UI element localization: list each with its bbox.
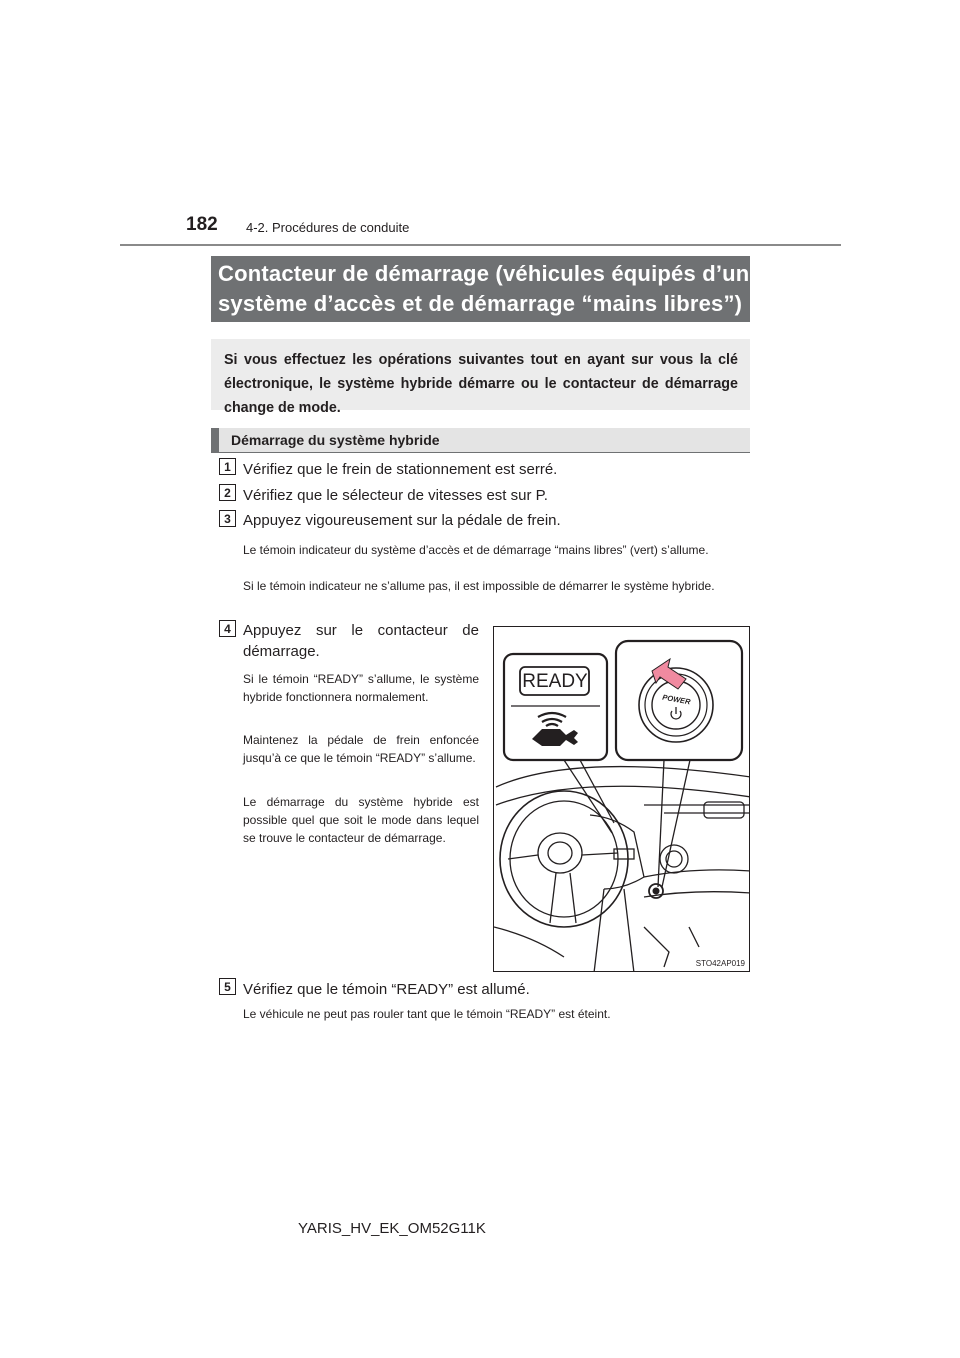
page-number: 182 <box>186 214 218 235</box>
step-4-note-2: Maintenez la pédale de frein enfoncée jusqu’à ce que le témoin “READY” s’allume. <box>243 733 479 765</box>
step-4-note-1: Si le témoin “READY” s’allume, le système hybride fonctionnera normalement. <box>243 672 479 704</box>
step-2-text: Vérifiez que le sélecteur de vitesses est sur P. <box>243 487 548 504</box>
subsection-heading: Démarrage du système hybride <box>211 428 750 453</box>
step-5-note: Le véhicule ne peut pas rouler tant que le témoin “READY” est éteint. <box>243 1007 611 1021</box>
step-3-note-2: Si le témoin indicateur ne s’allume pas, il est impossible de démarrer le système hybride. <box>243 579 715 593</box>
power-symbol-icon <box>671 707 681 719</box>
step-1-text: Vérifiez que le frein de stationnement est serré. <box>243 461 558 478</box>
step-3-note: Le témoin indicateur du système d’accès et de démarrage “mains libres” (vert) s’allume. <box>243 543 709 557</box>
step-number-2: 2 <box>219 484 236 501</box>
title-line-1: Contacteur de démarrage (véhicules équipés d’un <box>218 261 750 286</box>
ready-indicator-label: READY <box>522 671 588 692</box>
step-number-1: 1 <box>219 458 236 475</box>
power-button-label: POWER <box>661 692 692 707</box>
figure-code: STO42AP019 <box>695 959 745 968</box>
header-rule <box>120 244 841 246</box>
step-5-text: Vérifiez que le témoin “READY” est allumé. <box>243 981 530 998</box>
section-title-banner <box>211 256 750 322</box>
power-switch-illustration <box>493 626 750 972</box>
dashboard-drawing <box>494 627 750 972</box>
smart-key-indicator-icon <box>532 713 578 746</box>
chapter-title: 4-2. Procédures de conduite <box>246 220 410 235</box>
intro-box: Si vous effectuez les opérations suivantes tout en ayant sur vous la clé électronique, le système hybride démarre ou le contacteur de démarrage change de mode. <box>211 339 750 410</box>
step-number-3: 3 <box>219 510 236 527</box>
step-number-5: 5 <box>219 978 236 995</box>
step-3-text: Appuyez vigoureusement sur la pédale de frein. <box>243 512 561 529</box>
step-number-4: 4 <box>219 620 236 637</box>
document-code-footer: YARIS_HV_EK_OM52G11K <box>298 1220 486 1237</box>
step-4-text <box>243 620 479 662</box>
step-4-text-content: Appuyez sur le contacteur de démarrage. <box>243 622 479 660</box>
title-line-2: système d’accès et de démarrage “mains libres”) <box>218 291 743 316</box>
step-4-note-3: Le démarrage du système hybride est possible quel que soit le mode dans lequel se trouve le contacteur de démarrage. <box>243 795 479 845</box>
